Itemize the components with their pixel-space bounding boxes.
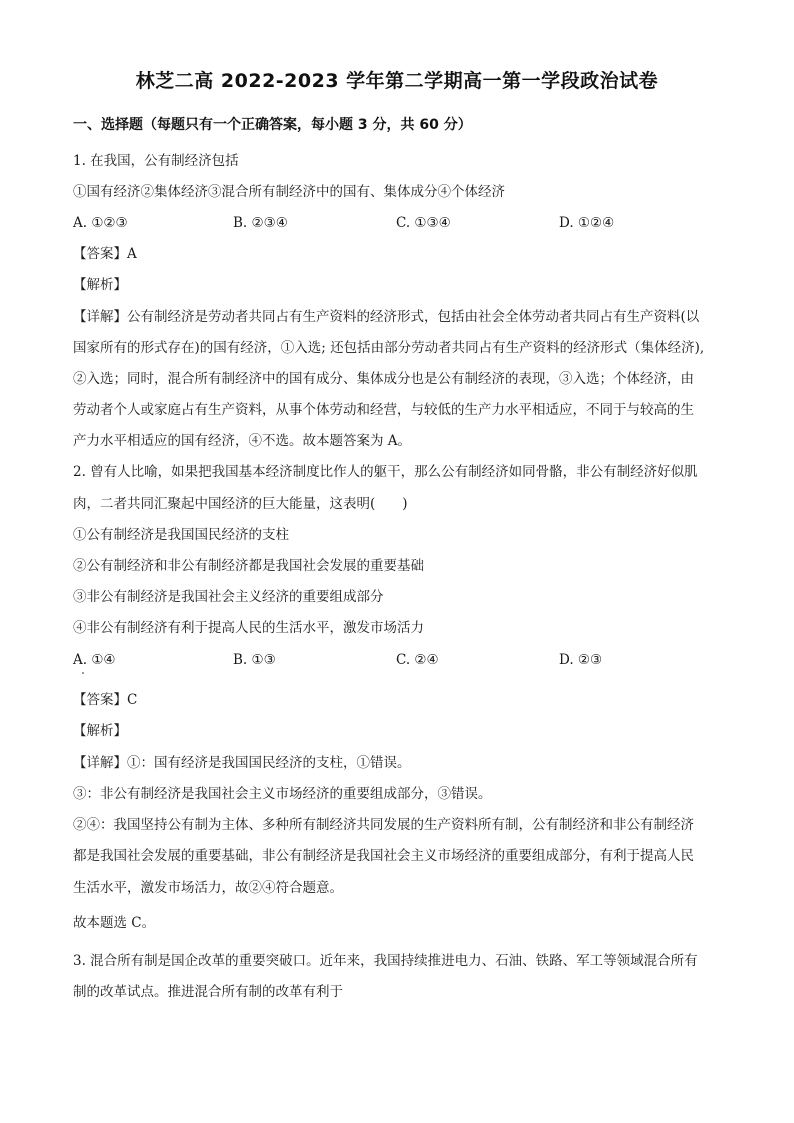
q1-answer: 【答案】A [73, 246, 137, 262]
q1-option-a: A. ①②③ [73, 215, 128, 231]
q1-items: ①国有经济②集体经济③混合所有制经济中的国有、集体成分④个体经济 [73, 184, 505, 200]
q2-item: ②公有制经济和非公有制经济都是我国社会发展的重要基础 [73, 558, 424, 574]
q3-stem-line: 3. 混合所有制是国企改革的重要突破口。近年来，我国持续推进电力、石油、铁路、军工等领域混合所有 [73, 953, 698, 969]
q3-stem-line: 制的改革试点。推进混合所有制的改革有利于 [73, 984, 343, 1000]
q2-detail-line: 故本题选 C。 [73, 915, 156, 931]
q2-item: ①公有制经济是我国国民经济的支柱 [73, 527, 289, 543]
q2-analysis-label: 【解析】 [73, 723, 127, 739]
q2-option-d: D. ②③ [559, 652, 603, 668]
q2-option-c: C. ②④ [396, 652, 439, 668]
q2-item: ④非公有制经济有利于提高人民的生活水平，激发市场活力 [73, 620, 424, 636]
q2-detail-line: ②④：我国坚持公有制为主体、多种所有制经济共同发展的生产资料所有制，公有制经济和非公有制经济 [73, 817, 694, 833]
scan-speck [82, 672, 84, 674]
q1-detail-line: 【详解】公有制经济是劳动者共同占有生产资料的经济形式，包括由社会全体劳动者共同占有生产资料(以 [73, 309, 700, 325]
q2-item: ③非公有制经济是我国社会主义经济的重要组成部分 [73, 589, 384, 605]
q2-option-a: A. ①④ [73, 652, 116, 668]
q1-option-d: D. ①②④ [559, 215, 615, 231]
q1-analysis-label: 【解析】 [73, 277, 127, 293]
q2-stem-line: 2. 曾有人比喻，如果把我国基本经济制度比作人的躯干，那么公有制经济如同骨骼，非公有制经济好似肌 [73, 464, 698, 480]
q1-option-b: B. ②③④ [233, 215, 288, 231]
q2-detail-line: 都是我国社会发展的重要基础，非公有制经济是我国社会主义市场经济的重要组成部分，有利于提高人民 [73, 848, 694, 864]
q2-detail-line: 生活水平，激发市场活力，故②④符合题意。 [73, 880, 343, 896]
q1-detail-line: ②入选；同时，混合所有制经济中的国有成分、集体成分也是公有制经济的表现，③入选；个体经济，由 [73, 371, 694, 387]
section-heading: 一、选择题（每题只有一个正确答案，每小题 3 分，共 60 分） [73, 117, 472, 133]
q2-stem-line: 肉，二者共同汇聚起中国经济的巨大能量，这表明( ) [73, 496, 408, 512]
page-title: 林芝二高 2022-2023 学年第二学期高一第一学段政治试卷 [135, 70, 659, 92]
q1-stem: 1. 在我国，公有制经济包括 [73, 153, 239, 169]
q2-option-b: B. ①③ [233, 652, 276, 668]
q1-detail-line: 产力水平相适应的国有经济，④不选。故本题答案为 A。 [73, 433, 412, 449]
q2-answer: 【答案】C [73, 692, 138, 708]
q2-detail-line: ③：非公有制经济是我国社会主义市场经济的重要组成部分，③错误。 [73, 786, 492, 802]
q1-detail-line: 劳动者个人或家庭占有生产资料，从事个体劳动和经营，与较低的生产力水平相适应，不同于与较高的生 [73, 402, 694, 418]
q1-option-c: C. ①③④ [396, 215, 451, 231]
q1-detail-line: 国家所有的形式存在)的国有经济，①入选; 还包括由部分劳动者共同占有生产资料的经济形式（集体经济), [73, 340, 705, 356]
q2-detail-line: 【详解】①：国有经济是我国国民经济的支柱，①错误。 [73, 755, 411, 771]
